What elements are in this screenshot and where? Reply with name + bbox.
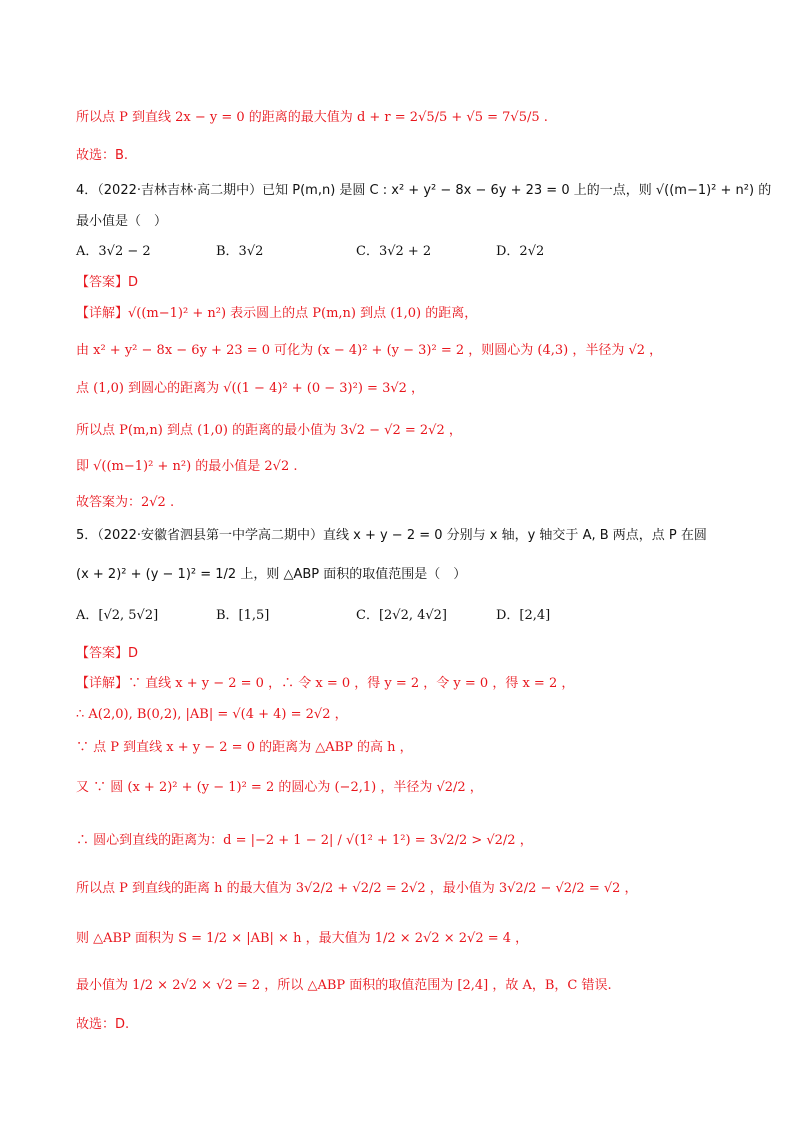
q4-detail-3: 点 (1,0) 到圆心的距离为 √((1 − 4)² + (0 − 3)²) = 3√2 ， <box>76 381 425 396</box>
q4-detail-1: 【详解】√((m−1)² + n²) 表示圆上的点 P(m,n) 到点 (1,0) 的距离， <box>76 306 478 321</box>
q5-detail-6: 所以点 P 到直线的距离 h 的最大值为 3√2/2 + √2/2 = 2√2 ，最小值为 3√2/2 − √2/2 = √2 ， <box>76 881 638 896</box>
q5-option-c: C．[2√2, 4√2] <box>356 608 448 623</box>
q4-detail-5: 即 √((m−1)² + n²) 的最小值是 2√2 . <box>76 459 298 474</box>
q5-detail-1: 【详解】∵ 直线 x + y − 2 = 0 ，∴ 令 x = 0 ，得 y = 2 ，令 y = 0 ，得 x = 2 ， <box>76 676 575 691</box>
prev-choice: 故选：B. <box>76 148 129 163</box>
q4-option-a: A．3√2 − 2 <box>76 244 151 259</box>
q5-stem-line2: (x + 2)² + (y − 1)² = 1/2 上，则 △ABP 面积的取值范围是（ ） <box>76 567 467 582</box>
q5-option-b: B．[1,5] <box>216 608 270 623</box>
q4-detail-2: 由 x² + y² − 8x − 6y + 23 = 0 可化为 (x − 4)² + (y − 3)² = 2 ，则圆心为 (4,3) ，半径为 √2 ， <box>76 343 663 358</box>
q4-final: 故答案为：2√2 . <box>76 495 175 510</box>
q4-answer: 【答案】D <box>76 275 139 290</box>
q5-detail-8: 最小值为 1/2 × 2√2 × √2 = 2 ，所以 △ABP 面积的取值范围为 [2,4] ，故 A，B，C 错误. <box>76 978 612 993</box>
q4-option-d: D．2√2 <box>496 244 545 259</box>
q5-options <box>76 605 730 627</box>
q5-option-a: A．[√2, 5√2] <box>76 608 159 623</box>
q5-detail-2: ∴ A(2,0), B(0,2), |AB| = √(4 + 4) = 2√2 ， <box>76 707 348 722</box>
q5-final: 故选：D. <box>76 1017 130 1032</box>
q4-options <box>76 241 730 263</box>
q5-detail-7: 则 △ABP 面积为 S = 1/2 × |AB| × h ，最大值为 1/2 × 2√2 × 2√2 = 4 ， <box>76 931 529 946</box>
q5-detail-5: ∴ 圆心到直线的距离为：d = |−2 + 1 − 2| / √(1² + 1²) = 3√2/2 > √2/2 ， <box>76 833 533 848</box>
q5-detail-3: ∵ 点 P 到直线 x + y − 2 = 0 的距离为 △ABP 的高 h ， <box>76 740 413 755</box>
q5-option-d: D．[2,4] <box>496 608 551 623</box>
q5-stem-line1: 5．（2022·安徽省泗县第一中学高二期中）直线 x + y − 2 = 0 分别与 x 轴，y 轴交于 A, B 两点，点 P 在圆 <box>76 528 707 543</box>
q4-stem-line2: 最小值是（ ） <box>76 214 168 229</box>
q4-option-c: C．3√2 + 2 <box>356 244 432 259</box>
q4-option-b: B．3√2 <box>216 244 264 259</box>
q5-detail-4: 又 ∵ 圆 (x + 2)² + (y − 1)² = 2 的圆心为 (−2,1) ，半径为 √2/2 ， <box>76 780 483 795</box>
q4-stem-line1: 4．（2022·吉林吉林·高二期中）已知 P(m,n) 是圆 C : x² + y² − 8x − 6y + 23 = 0 上的一点，则 √((m−1)² + n²) 的 <box>76 183 772 198</box>
prev-solution-line: 所以点 P 到直线 2x − y = 0 的距离的最大值为 d + r = 2√5/5 + √5 = 7√5/5 . <box>76 110 548 125</box>
q5-answer: 【答案】D <box>76 646 139 661</box>
q4-detail-4: 所以点 P(m,n) 到点 (1,0) 的距离的最小值为 3√2 − √2 = 2√2 ， <box>76 423 462 438</box>
